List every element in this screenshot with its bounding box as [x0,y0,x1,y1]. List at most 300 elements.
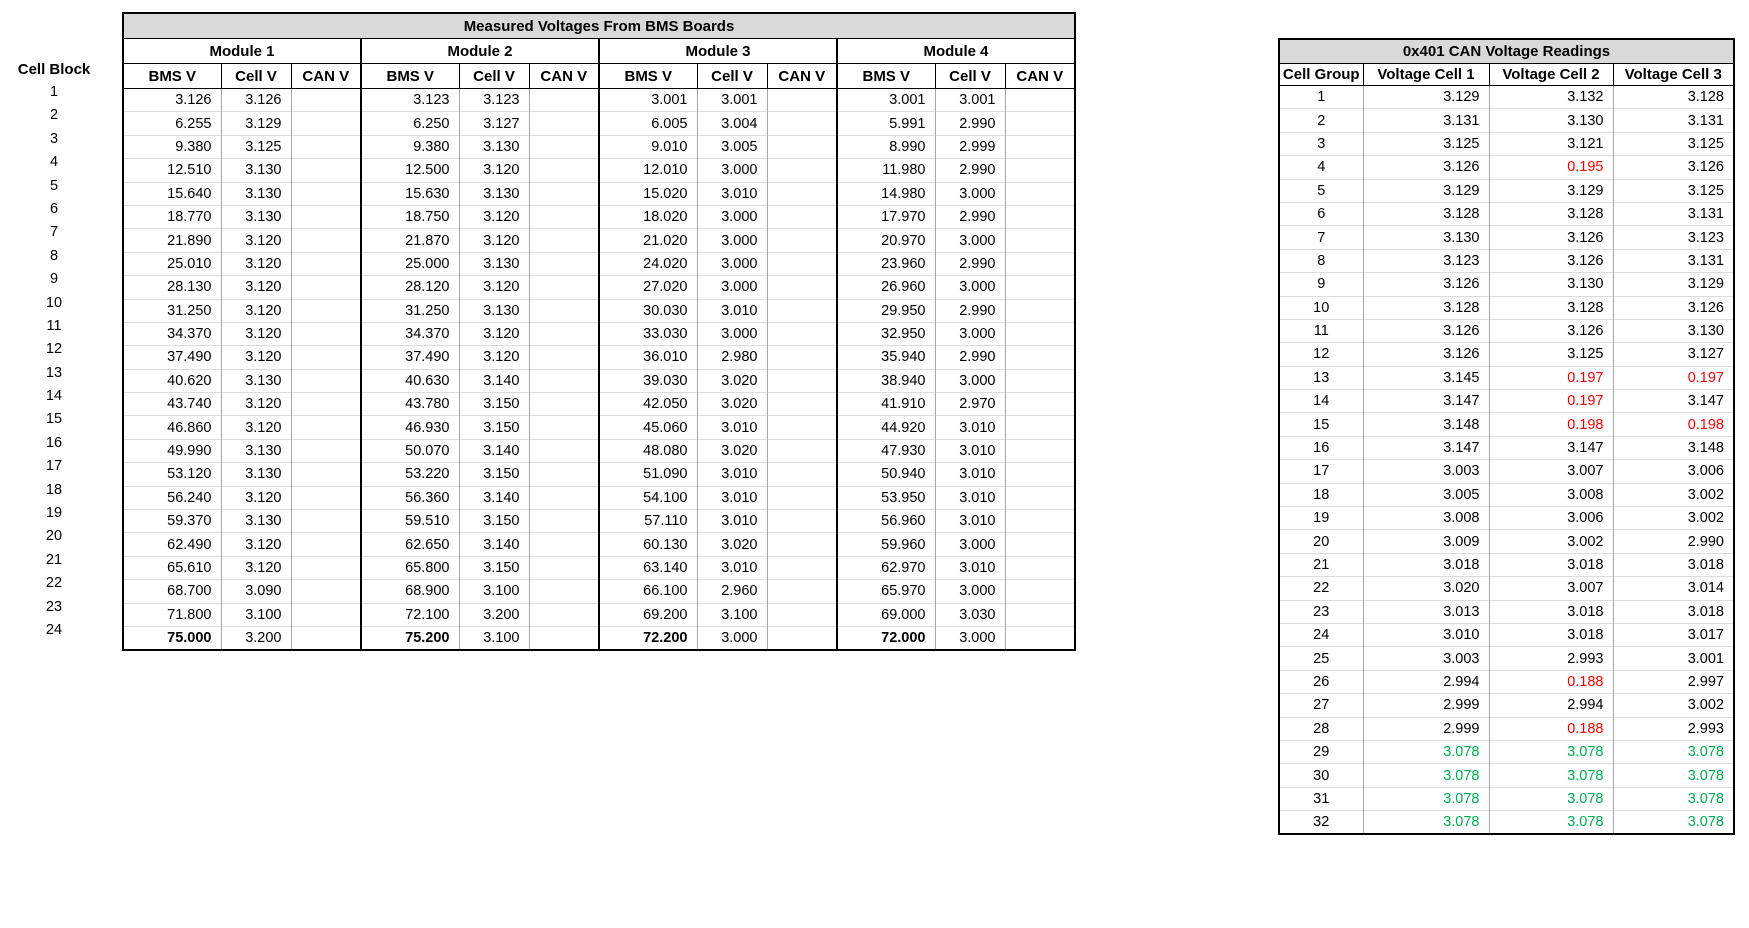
can-v-cell[interactable] [291,159,361,182]
voltage-value-cell[interactable]: 3.002 [1613,483,1734,506]
can-v-cell[interactable] [767,463,837,486]
cell-v-cell[interactable]: 3.126 [221,89,291,112]
voltage-value-cell[interactable]: 0.197 [1613,366,1734,389]
cell-v-cell[interactable]: 3.120 [459,276,529,299]
cell-group-cell[interactable]: 16 [1279,436,1363,459]
cell-block-number[interactable]: 23 [45,598,63,615]
bms-v-cell[interactable]: 15.640 [123,182,221,205]
voltage-value-cell[interactable]: 3.126 [1613,156,1734,179]
cell-v-cell[interactable]: 3.150 [459,393,529,416]
voltage-value-cell[interactable]: 3.007 [1489,460,1613,483]
voltage-value-cell[interactable]: 2.999 [1363,694,1489,717]
cell-v-cell[interactable]: 3.120 [221,533,291,556]
bms-v-cell[interactable]: 51.090 [599,463,697,486]
voltage-value-cell[interactable]: 0.198 [1489,413,1613,436]
cell-group-cell[interactable]: 11 [1279,319,1363,342]
bms-v-cell[interactable]: 69.000 [837,603,935,626]
cell-v-cell[interactable]: 3.130 [221,463,291,486]
cell-block-number[interactable]: 21 [45,551,63,568]
bms-v-cell[interactable]: 43.780 [361,393,459,416]
cell-v-cell[interactable]: 3.140 [459,439,529,462]
cell-v-cell[interactable]: 3.000 [935,369,1005,392]
bms-v-cell[interactable]: 46.930 [361,416,459,439]
can-v-cell[interactable] [1005,369,1075,392]
cell-v-cell[interactable]: 3.130 [459,252,529,275]
cell-v-cell[interactable]: 2.999 [935,135,1005,158]
voltage-value-cell[interactable]: 3.130 [1489,273,1613,296]
cell-group-cell[interactable]: 1 [1317,89,1326,106]
can-v-cell[interactable] [767,112,837,135]
voltage-value-cell[interactable]: 3.078 [1489,787,1613,810]
voltage-value-cell[interactable]: 3.007 [1489,577,1613,600]
bms-v-cell[interactable]: 62.490 [123,533,221,556]
bms-v-cell[interactable]: 33.030 [599,322,697,345]
cell-v-cell[interactable]: 3.120 [221,252,291,275]
cell-v-cell[interactable]: 3.140 [459,369,529,392]
cell-block-number[interactable]: 3 [49,130,59,147]
cell-v-cell[interactable]: 3.010 [935,486,1005,509]
bms-v-cell[interactable]: 31.250 [361,299,459,322]
voltage-value-cell[interactable]: 3.145 [1363,366,1489,389]
bms-v-cell[interactable]: 21.870 [361,229,459,252]
voltage-value-cell[interactable]: 3.125 [1613,179,1734,202]
can-v-cell[interactable] [529,252,599,275]
bms-v-cell[interactable]: 15.630 [361,182,459,205]
can-v-cell[interactable] [767,369,837,392]
voltage-value-cell[interactable]: 3.129 [1363,86,1489,109]
bms-v-cell[interactable]: 45.060 [599,416,697,439]
can-v-cell[interactable] [529,603,599,626]
voltage-value-cell[interactable]: 3.018 [1613,553,1734,576]
can-v-cell[interactable] [291,556,361,579]
can-v-cell[interactable] [529,626,599,649]
can-v-cell[interactable] [1005,135,1075,158]
voltage-value-cell[interactable]: 0.197 [1489,366,1613,389]
bms-v-cell[interactable]: 30.030 [599,299,697,322]
voltage-value-cell[interactable]: 3.078 [1613,764,1734,787]
voltage-value-cell[interactable]: 3.123 [1363,249,1489,272]
can-v-cell[interactable] [767,510,837,533]
bms-v-cell[interactable]: 56.360 [361,486,459,509]
cell-group-cell[interactable]: 2 [1279,109,1363,132]
can-v-cell[interactable] [529,89,599,112]
bms-v-cell[interactable]: 36.010 [599,346,697,369]
voltage-value-cell[interactable]: 0.188 [1489,717,1613,740]
voltage-value-cell[interactable]: 3.078 [1363,811,1489,834]
can-v-cell[interactable] [1005,252,1075,275]
can-v-cell[interactable] [291,322,361,345]
cell-group-cell[interactable]: 19 [1279,507,1363,530]
cell-v-cell[interactable]: 3.000 [935,276,1005,299]
can-v-cell[interactable] [291,439,361,462]
bms-v-cell[interactable]: 47.930 [837,439,935,462]
voltage-value-cell[interactable]: 3.002 [1613,507,1734,530]
bms-v-cell[interactable]: 69.200 [599,603,697,626]
cell-v-cell[interactable]: 3.200 [221,626,291,649]
voltage-value-cell[interactable]: 3.010 [1363,623,1489,646]
cell-v-cell[interactable]: 3.010 [697,299,767,322]
can-v-cell[interactable] [1005,439,1075,462]
voltage-value-cell[interactable]: 3.130 [1363,226,1489,249]
cell-v-cell[interactable]: 3.000 [935,322,1005,345]
cell-block-number[interactable]: 22 [45,575,63,592]
bms-v-cell[interactable]: 75.000 [123,626,221,649]
bms-v-cell[interactable]: 48.080 [599,439,697,462]
cell-v-cell[interactable]: 3.010 [935,463,1005,486]
cell-block-number[interactable]: 12 [45,341,63,358]
bms-v-cell[interactable]: 39.030 [599,369,697,392]
can-v-cell[interactable] [529,135,599,158]
cell-group-cell[interactable]: 10 [1279,296,1363,319]
cell-v-cell[interactable]: 3.000 [697,229,767,252]
bms-v-cell[interactable]: 17.970 [837,205,935,228]
voltage-value-cell[interactable]: 3.147 [1613,390,1734,413]
cell-group-cell[interactable]: 27 [1279,694,1363,717]
voltage-value-cell[interactable]: 2.997 [1613,670,1734,693]
cell-v-cell[interactable]: 3.120 [459,159,529,182]
cell-v-cell[interactable]: 3.010 [935,416,1005,439]
voltage-value-cell[interactable]: 3.125 [1363,132,1489,155]
can-v-cell[interactable] [1005,556,1075,579]
cell-block-number[interactable]: 15 [45,411,63,428]
cell-block-number[interactable]: 18 [45,481,63,498]
bms-v-cell[interactable]: 53.950 [837,486,935,509]
can-v-cell[interactable] [291,369,361,392]
bms-v-cell[interactable]: 44.920 [837,416,935,439]
bms-v-cell[interactable]: 59.510 [361,510,459,533]
voltage-value-cell[interactable]: 3.147 [1363,436,1489,459]
bms-v-cell[interactable]: 37.490 [123,346,221,369]
can-v-cell[interactable] [1005,205,1075,228]
cell-v-cell[interactable]: 3.100 [459,580,529,603]
cell-v-cell[interactable]: 3.120 [459,346,529,369]
bms-v-cell[interactable]: 9.380 [361,135,459,158]
cell-v-cell[interactable]: 3.020 [697,393,767,416]
bms-v-cell[interactable]: 3.123 [361,89,459,112]
bms-v-cell[interactable]: 12.510 [123,159,221,182]
can-v-cell[interactable] [291,135,361,158]
bms-v-cell[interactable]: 15.020 [599,182,697,205]
cell-block-number[interactable]: 20 [45,528,63,545]
bms-v-cell[interactable]: 72.200 [599,626,697,649]
cell-v-cell[interactable]: 3.100 [221,603,291,626]
cell-group-cell[interactable]: 7 [1279,226,1363,249]
voltage-value-cell[interactable]: 3.018 [1363,553,1489,576]
bms-v-cell[interactable]: 12.010 [599,159,697,182]
bms-v-cell[interactable]: 25.000 [361,252,459,275]
can-v-cell[interactable] [291,580,361,603]
voltage-value-cell[interactable]: 3.121 [1489,132,1613,155]
can-v-cell[interactable] [767,205,837,228]
can-v-cell[interactable] [291,416,361,439]
voltage-value-cell[interactable]: 3.078 [1363,764,1489,787]
can-v-cell[interactable] [529,112,599,135]
cell-v-cell[interactable]: 2.970 [935,393,1005,416]
voltage-value-cell[interactable]: 3.126 [1613,296,1734,319]
cell-block-number[interactable]: 14 [45,388,63,405]
voltage-value-cell[interactable]: 3.078 [1363,740,1489,763]
cell-v-cell[interactable]: 3.120 [221,556,291,579]
cell-v-cell[interactable]: 3.127 [459,112,529,135]
cell-block-number[interactable]: 19 [45,505,63,522]
voltage-value-cell[interactable]: 2.994 [1363,670,1489,693]
voltage-value-cell[interactable]: 3.078 [1489,740,1613,763]
bms-v-cell[interactable]: 21.890 [123,229,221,252]
voltage-value-cell[interactable]: 3.128 [1613,86,1734,109]
voltage-value-cell[interactable]: 3.129 [1489,179,1613,202]
cell-group-cell[interactable]: 29 [1279,740,1363,763]
voltage-value-cell[interactable]: 3.147 [1363,390,1489,413]
can-v-cell[interactable] [291,510,361,533]
bms-v-cell[interactable]: 27.020 [599,276,697,299]
cell-v-cell[interactable]: 3.130 [459,299,529,322]
cell-v-cell[interactable]: 3.130 [221,205,291,228]
cell-block-number[interactable]: 17 [45,458,63,475]
can-v-cell[interactable] [529,205,599,228]
voltage-value-cell[interactable]: 3.005 [1363,483,1489,506]
cell-v-cell[interactable]: 3.020 [697,439,767,462]
can-v-cell[interactable] [1005,159,1075,182]
bms-v-cell[interactable]: 49.990 [123,439,221,462]
cell-block-number[interactable]: 24 [45,621,63,638]
cell-group-cell[interactable]: 24 [1279,623,1363,646]
cell-v-cell[interactable]: 2.990 [935,252,1005,275]
bms-v-cell[interactable]: 3.001 [599,89,697,112]
can-v-cell[interactable] [1005,626,1075,649]
cell-block-number[interactable]: 8 [49,247,59,264]
voltage-value-cell[interactable]: 3.126 [1363,273,1489,296]
can-v-cell[interactable] [291,89,361,112]
cell-v-cell[interactable]: 3.000 [935,580,1005,603]
bms-v-cell[interactable]: 26.960 [837,276,935,299]
cell-group-cell[interactable]: 3 [1279,132,1363,155]
cell-v-cell[interactable]: 3.130 [459,135,529,158]
cell-v-cell[interactable]: 2.990 [935,346,1005,369]
bms-v-cell[interactable]: 42.050 [599,393,697,416]
bms-v-cell[interactable]: 28.120 [361,276,459,299]
cell-v-cell[interactable]: 3.130 [221,510,291,533]
bms-v-cell[interactable]: 23.960 [837,252,935,275]
bms-v-cell[interactable]: 56.240 [123,486,221,509]
bms-v-cell[interactable]: 68.700 [123,580,221,603]
can-v-cell[interactable] [767,229,837,252]
can-v-cell[interactable] [767,486,837,509]
can-v-cell[interactable] [529,556,599,579]
cell-v-cell[interactable]: 3.120 [221,299,291,322]
cell-v-cell[interactable]: 3.120 [221,486,291,509]
bms-v-cell[interactable]: 18.770 [123,205,221,228]
cell-v-cell[interactable]: 3.120 [459,322,529,345]
voltage-value-cell[interactable]: 3.126 [1489,226,1613,249]
can-v-cell[interactable] [529,229,599,252]
can-v-cell[interactable] [291,626,361,649]
bms-v-cell[interactable]: 29.950 [837,299,935,322]
voltage-value-cell[interactable]: 3.148 [1613,436,1734,459]
cell-group-cell[interactable]: 23 [1279,600,1363,623]
cell-v-cell[interactable]: 3.010 [697,182,767,205]
can-v-cell[interactable] [767,182,837,205]
cell-block-number[interactable]: 6 [49,200,59,217]
cell-v-cell[interactable]: 3.010 [697,510,767,533]
cell-group-cell[interactable]: 8 [1279,249,1363,272]
cell-v-cell[interactable]: 3.150 [459,556,529,579]
bms-v-cell[interactable]: 32.950 [837,322,935,345]
can-v-cell[interactable] [1005,229,1075,252]
cell-group-cell[interactable]: 6 [1279,202,1363,225]
bms-v-cell[interactable]: 65.800 [361,556,459,579]
voltage-value-cell[interactable]: 3.078 [1613,740,1734,763]
cell-block-number[interactable]: 11 [46,317,62,334]
cell-group-cell[interactable]: 25 [1279,647,1363,670]
cell-v-cell[interactable]: 3.130 [221,182,291,205]
bms-v-cell[interactable]: 53.120 [123,463,221,486]
can-v-cell[interactable] [1005,463,1075,486]
bms-v-cell[interactable]: 37.490 [361,346,459,369]
voltage-value-cell[interactable]: 3.002 [1489,530,1613,553]
bms-v-cell[interactable]: 40.620 [123,369,221,392]
can-v-cell[interactable] [291,112,361,135]
bms-v-cell[interactable]: 68.900 [361,580,459,603]
can-v-cell[interactable] [529,486,599,509]
cell-v-cell[interactable]: 3.030 [935,603,1005,626]
cell-v-cell[interactable]: 3.000 [697,322,767,345]
bms-v-cell[interactable]: 28.130 [123,276,221,299]
bms-v-cell[interactable]: 25.010 [123,252,221,275]
cell-group-cell[interactable]: 28 [1279,717,1363,740]
voltage-value-cell[interactable]: 3.078 [1613,787,1734,810]
can-v-cell[interactable] [291,276,361,299]
cell-v-cell[interactable]: 3.120 [221,346,291,369]
cell-v-cell[interactable]: 3.120 [459,229,529,252]
cell-group-cell[interactable]: 18 [1279,483,1363,506]
bms-v-cell[interactable]: 40.630 [361,369,459,392]
voltage-value-cell[interactable]: 3.129 [1613,273,1734,296]
voltage-value-cell[interactable]: 0.188 [1489,670,1613,693]
cell-group-cell[interactable]: 9 [1279,273,1363,296]
can-v-cell[interactable] [529,322,599,345]
can-v-cell[interactable] [529,159,599,182]
bms-v-cell[interactable]: 9.380 [123,135,221,158]
cell-block-number[interactable]: 9 [49,271,59,288]
can-v-cell[interactable] [529,463,599,486]
cell-v-cell[interactable]: 3.140 [459,533,529,556]
cell-block-number[interactable]: 16 [45,434,63,451]
bms-v-cell[interactable]: 6.250 [361,112,459,135]
bms-v-cell[interactable]: 41.910 [837,393,935,416]
cell-block-number[interactable]: 4 [49,154,59,171]
cell-v-cell[interactable]: 3.120 [221,393,291,416]
can-v-cell[interactable] [529,346,599,369]
cell-v-cell[interactable]: 3.010 [697,486,767,509]
voltage-value-cell[interactable]: 0.195 [1489,156,1613,179]
voltage-value-cell[interactable]: 3.126 [1363,343,1489,366]
voltage-value-cell[interactable]: 3.147 [1489,436,1613,459]
bms-v-cell[interactable]: 18.020 [599,205,697,228]
can-v-cell[interactable] [767,159,837,182]
cell-group-cell[interactable]: 15 [1279,413,1363,436]
cell-v-cell[interactable]: 3.123 [459,89,529,112]
voltage-value-cell[interactable]: 3.006 [1489,507,1613,530]
voltage-value-cell[interactable]: 3.018 [1489,553,1613,576]
cell-group-cell[interactable]: 12 [1279,343,1363,366]
cell-v-cell[interactable]: 3.150 [459,463,529,486]
cell-v-cell[interactable]: 3.000 [697,276,767,299]
voltage-value-cell[interactable]: 3.078 [1489,811,1613,834]
bms-v-cell[interactable]: 66.100 [599,580,697,603]
voltage-value-cell[interactable]: 3.131 [1613,202,1734,225]
cell-v-cell[interactable]: 3.010 [935,510,1005,533]
cell-v-cell[interactable]: 3.130 [459,182,529,205]
cell-v-cell[interactable]: 3.000 [935,229,1005,252]
voltage-value-cell[interactable]: 0.197 [1489,390,1613,413]
bms-v-cell[interactable]: 3.001 [837,89,935,112]
voltage-value-cell[interactable]: 3.126 [1363,156,1489,179]
can-v-cell[interactable] [1005,299,1075,322]
cell-v-cell[interactable]: 3.200 [459,603,529,626]
voltage-value-cell[interactable]: 3.078 [1363,787,1489,810]
voltage-value-cell[interactable]: 3.130 [1613,319,1734,342]
cell-group-cell[interactable]: 4 [1279,156,1363,179]
can-v-cell[interactable] [1005,510,1075,533]
voltage-value-cell[interactable]: 2.994 [1489,694,1613,717]
voltage-value-cell[interactable]: 3.128 [1363,202,1489,225]
voltage-value-cell[interactable]: 3.131 [1613,249,1734,272]
bms-v-cell[interactable]: 63.140 [599,556,697,579]
can-v-cell[interactable] [291,205,361,228]
cell-v-cell[interactable]: 3.010 [935,556,1005,579]
can-v-cell[interactable] [767,603,837,626]
bms-v-cell[interactable]: 62.650 [361,533,459,556]
voltage-value-cell[interactable]: 3.131 [1613,109,1734,132]
voltage-value-cell[interactable]: 3.003 [1363,647,1489,670]
cell-block-number[interactable]: 5 [49,177,59,194]
can-v-cell[interactable] [767,276,837,299]
voltage-value-cell[interactable]: 0.198 [1613,413,1734,436]
cell-v-cell[interactable]: 3.100 [697,603,767,626]
can-v-cell[interactable] [291,486,361,509]
can-v-cell[interactable] [291,533,361,556]
cell-group-cell[interactable]: 30 [1279,764,1363,787]
bms-v-cell[interactable]: 60.130 [599,533,697,556]
bms-v-cell[interactable]: 9.010 [599,135,697,158]
cell-block-number[interactable]: 1 [49,84,59,100]
can-v-cell[interactable] [767,439,837,462]
can-v-cell[interactable] [529,299,599,322]
can-v-cell[interactable] [291,252,361,275]
cell-v-cell[interactable]: 3.120 [221,229,291,252]
cell-group-cell[interactable]: 20 [1279,530,1363,553]
can-v-cell[interactable] [767,416,837,439]
voltage-value-cell[interactable]: 3.018 [1613,600,1734,623]
bms-v-cell[interactable]: 3.126 [175,92,212,109]
cell-v-cell[interactable]: 3.005 [697,135,767,158]
bms-v-cell[interactable]: 50.940 [837,463,935,486]
cell-v-cell[interactable]: 3.000 [697,205,767,228]
cell-v-cell[interactable]: 3.001 [935,89,1005,112]
cell-group-cell[interactable]: 26 [1279,670,1363,693]
can-v-cell[interactable] [767,322,837,345]
can-v-cell[interactable] [1005,89,1075,112]
voltage-value-cell[interactable]: 3.006 [1613,460,1734,483]
can-v-cell[interactable] [1005,580,1075,603]
voltage-value-cell[interactable]: 2.993 [1613,717,1734,740]
bms-v-cell[interactable]: 54.100 [599,486,697,509]
bms-v-cell[interactable]: 38.940 [837,369,935,392]
cell-v-cell[interactable]: 2.980 [697,346,767,369]
cell-group-cell[interactable]: 32 [1279,811,1363,834]
cell-v-cell[interactable]: 3.000 [697,626,767,649]
voltage-value-cell[interactable]: 3.020 [1363,577,1489,600]
